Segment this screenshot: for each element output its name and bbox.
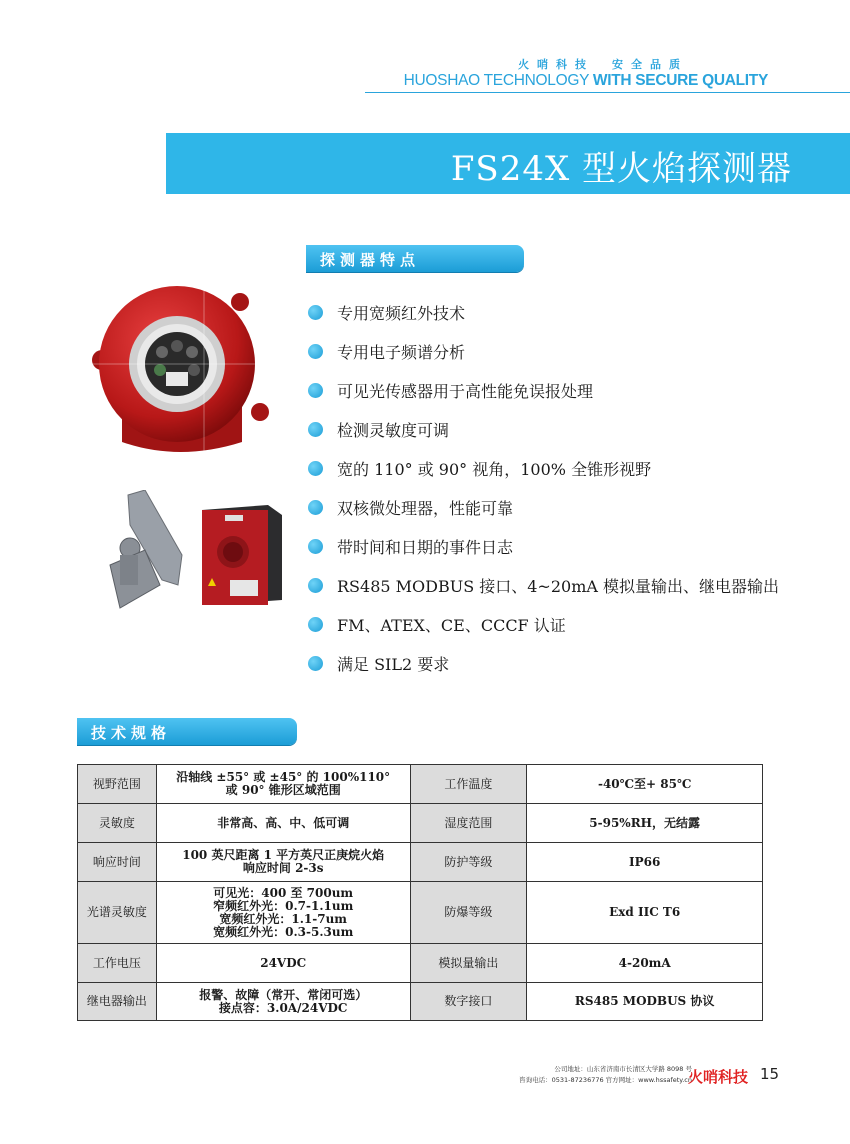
feature-item [308, 612, 828, 651]
bullet-icon [308, 578, 323, 593]
feature-text: FM、ATEX、CE、CCCF 认证 [337, 616, 566, 635]
spec-label: 视野范围 [78, 765, 157, 804]
feature-text: RS485 MODBUS 接口、4~20mA 模拟量输出、继电器输出 [337, 577, 780, 596]
features-heading-tab [306, 245, 524, 272]
feature-item [308, 456, 828, 495]
accessories-photo [90, 490, 290, 615]
spec-label: 模拟量输出 [410, 944, 527, 983]
spec-table [77, 764, 763, 1021]
header-cn-left: 火哨科技 [518, 58, 594, 71]
spec-value: 报警、故障（常开、常闭可选） 接点容：3.0A/24VDC [156, 983, 410, 1021]
feature-text: 满足 SIL2 要求 [337, 655, 450, 674]
spec-label: 湿度范围 [410, 804, 527, 843]
table-row [78, 944, 763, 983]
spec-heading-tab [77, 718, 297, 745]
table-row [78, 882, 763, 944]
feature-item [308, 495, 828, 534]
spec-value: 可见光：400 至 700um 窄频红外光：0.7-1.1um 宽频红外光：1.1-7um 宽频红外光：0.3-5.3um [156, 882, 410, 944]
bullet-icon [308, 461, 323, 476]
bullet-icon [308, 656, 323, 671]
feature-text: 检测灵敏度可调 [337, 421, 450, 440]
footer-address: 公司地址：山东省济南市长清区大学路 8098 号 [554, 1065, 692, 1073]
spec-label: 响应时间 [78, 843, 157, 882]
feature-item [308, 339, 828, 378]
header-en-normal: HUOSHAO TECHNOLOGY [403, 72, 589, 89]
spec-label: 工作温度 [410, 765, 527, 804]
feature-text: 宽的 110° 或 90° 视角，100% 全锥形视野 [337, 460, 652, 479]
page-title: FS24X 型火焰探测器 [450, 149, 792, 189]
spec-value: 沿轴线 ±55° 或 ±45° 的 100%110° 或 90° 锥形区域范围 [156, 765, 410, 804]
header-divider [365, 92, 850, 93]
spec-label: 工作电压 [78, 944, 157, 983]
table-row [78, 765, 763, 804]
header-cn-right: 安全品质 [612, 58, 688, 71]
spec-value: 4-20mA [527, 944, 763, 983]
feature-item [308, 651, 828, 690]
bullet-icon [308, 500, 323, 515]
feature-item [308, 573, 828, 612]
spec-label: 数字接口 [410, 983, 527, 1021]
footer-phone-website: 咨询电话：0531-87236776 官方网址：www.hssafety.cn [519, 1076, 692, 1084]
features-list [308, 300, 828, 690]
spec-value: IP66 [527, 843, 763, 882]
spec-value: Exd IIC T6 [527, 882, 763, 944]
bullet-icon [308, 422, 323, 437]
spec-heading: 技术规格 [91, 724, 172, 742]
page-number: 15 [760, 1065, 780, 1083]
feature-text: 带时间和日期的事件日志 [337, 538, 514, 557]
feature-item [308, 417, 828, 456]
title-banner [166, 133, 850, 194]
feature-text: 双核微处理器，性能可靠 [337, 499, 514, 518]
bullet-icon [308, 305, 323, 320]
spec-value: -40℃至+ 85℃ [527, 765, 763, 804]
spec-value: 24VDC [156, 944, 410, 983]
bullet-icon [308, 383, 323, 398]
feature-item [308, 378, 828, 417]
header-slogan-cn [518, 56, 768, 72]
spec-label: 灵敏度 [78, 804, 157, 843]
spec-value: RS485 MODBUS 协议 [527, 983, 763, 1021]
footer-brand: 火哨科技 [688, 1068, 749, 1086]
spec-label: 防护等级 [410, 843, 527, 882]
bullet-icon [308, 344, 323, 359]
spec-value: 100 英尺距离 1 平方英尺正庚烷火焰 响应时间 2-3s [156, 843, 410, 882]
footer-contact [492, 1064, 692, 1086]
bullet-icon [308, 539, 323, 554]
feature-text: 专用电子频谱分析 [337, 343, 466, 362]
table-row [78, 983, 763, 1021]
features-heading: 探测器特点 [320, 251, 421, 269]
header-slogan-en [368, 72, 768, 90]
spec-label: 光谱灵敏度 [78, 882, 157, 944]
spec-label: 防爆等级 [410, 882, 527, 944]
table-row [78, 843, 763, 882]
bullet-icon [308, 617, 323, 632]
feature-text: 可见光传感器用于高性能免误报处理 [337, 382, 594, 401]
header-en-bold: WITH SECURE QUALITY [592, 72, 768, 89]
spec-label: 继电器输出 [78, 983, 157, 1021]
spec-value: 5-95%RH，无结露 [527, 804, 763, 843]
feature-text: 专用宽频红外技术 [337, 304, 466, 323]
table-row [78, 804, 763, 843]
spec-value: 非常高、高、中、低可调 [156, 804, 410, 843]
feature-item [308, 300, 828, 339]
feature-item [308, 534, 828, 573]
flame-detector-photo [82, 272, 277, 457]
